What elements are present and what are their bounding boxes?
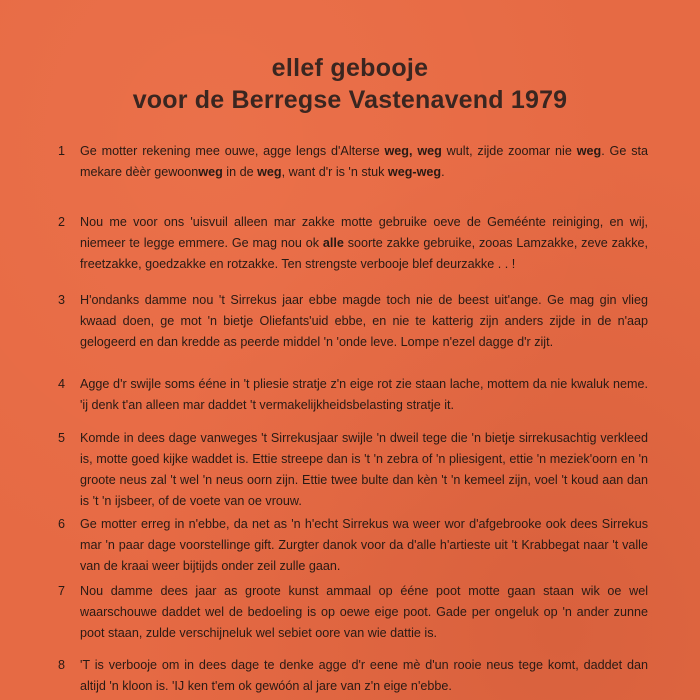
rule-text [80,374,648,416]
rule-number: 3 [58,293,66,307]
text-run: Agge d'r swijle soms ééne in 't pliesie stratje z'n eige rot zie staan lache, mottem da nie kwaluk neme. 'ij denk t'an alleen mar daddet 't vermakelijkheidsbelasting stratje it. [80,377,648,412]
rule-text [80,141,648,183]
document-title: ellef gebooje [271,54,429,82]
text-run: H'ondanks damme nou 't Sirrekus jaar ebbe magde toch nie de beest uit'ange. Ge mag gin vlieg kwaad doen, ge mot 'n bietje Oliefants'uid ebbe, en nie te katterig zijn anders zijde in de n'aap gelogeerd en dan kredde as peerde middel 'n 'onde leve. Lompe n'ezel dagge d'r zijt. [80,293,648,349]
emphasized-text: weg-weg [387,165,442,179]
text-run: Ge motter rekening mee ouwe, agge lengs d'Alterse [80,144,385,158]
document-subtitle: voor de Berregse Vastenavend 1979 [132,86,568,114]
text-run: . Ge sta mekare dèèr gewoon [80,144,648,179]
emphasized-text: weg [576,144,602,158]
rule-number: 7 [58,584,66,598]
text-run: in de [222,165,258,179]
text-run: Nou me voor ons 'uisvuil alleen mar zakke motte gebruike oeve de Geméénte reiniging, en wij, niemeer te legge emmere. Ge mag nou ok [80,215,648,250]
text-run: wult, zijde zoomar nie [441,144,577,158]
rule-number: 5 [58,431,66,445]
rule-number: 8 [58,658,66,672]
text-run: . [441,165,445,179]
rule-text [80,290,648,353]
emphasized-text: alle [322,236,344,250]
rule-text [80,581,648,644]
text-run: Komde in dees dage vanweges 't Sirrekusjaar swijle 'n dweil tege die 'n bietje sirrekusachtig verkleed is, motte goed kijke waddet is. Ettie streepe dan is 't 'n zebra of 'n pliesigent, ettie 'n meziek'oorn en 'n groote neus zal 't wel 'n neus oorn zijn. Ettie twee bulte dan kèn 't 'n kemeel zijn, voel 't koud aan dan is 't 'n ijsbeer, of de voete van oe vrouw. [80,431,648,508]
rule-text [80,428,648,512]
text-run: Nou damme dees jaar as groote kunst ammaal op ééne poot motte gaan staan wik oe wel waarschouwe daddet wel de bedoeling is op oewe eige poot. Gade per ongeluk op 'n ander zunne poot staan, zulde verschijneluk wel sebiet oore van wie dattie is. [80,584,648,640]
rule-number: 6 [58,517,66,531]
rule-number: 1 [58,144,66,158]
text-run: , want d'r is 'n stuk [281,165,388,179]
emphasized-text: weg, weg [384,144,442,158]
text-run: 'T is verbooje om in dees dage te denke agge d'r eene mè d'un rooie neus tege komt, daddet dan altijd 'n kloon is. 'IJ ken t'em ok gewóón al jare van z'n eige n'ebbe. [80,658,648,693]
rule-number: 4 [58,377,66,391]
text-run: soorte zakke gebruike, zooas Lamzakke, zeve zakke, freetzakke, goedzakke en rotzakke. Ten strengste verbooje blef deurzakke . . ! [80,236,649,271]
emphasized-text: weg [257,165,282,179]
rule-text [80,655,648,697]
rule-text [80,514,648,577]
text-run: Ge motter erreg in n'ebbe, da net as 'n h'echt Sirrekus wa weer wor d'afgebrooke ook dees Sirrekus mar 'n paar dage voorstellinge gift. Zurgter danok voor da d'alle h'artieste uit 't Krabbegat naar 't valle van de kraai weer bijtijds onder zeil zulle gaan. [80,517,648,573]
rule-number: 2 [58,215,66,229]
rule-text [80,212,648,275]
emphasized-text: weg [198,165,223,179]
